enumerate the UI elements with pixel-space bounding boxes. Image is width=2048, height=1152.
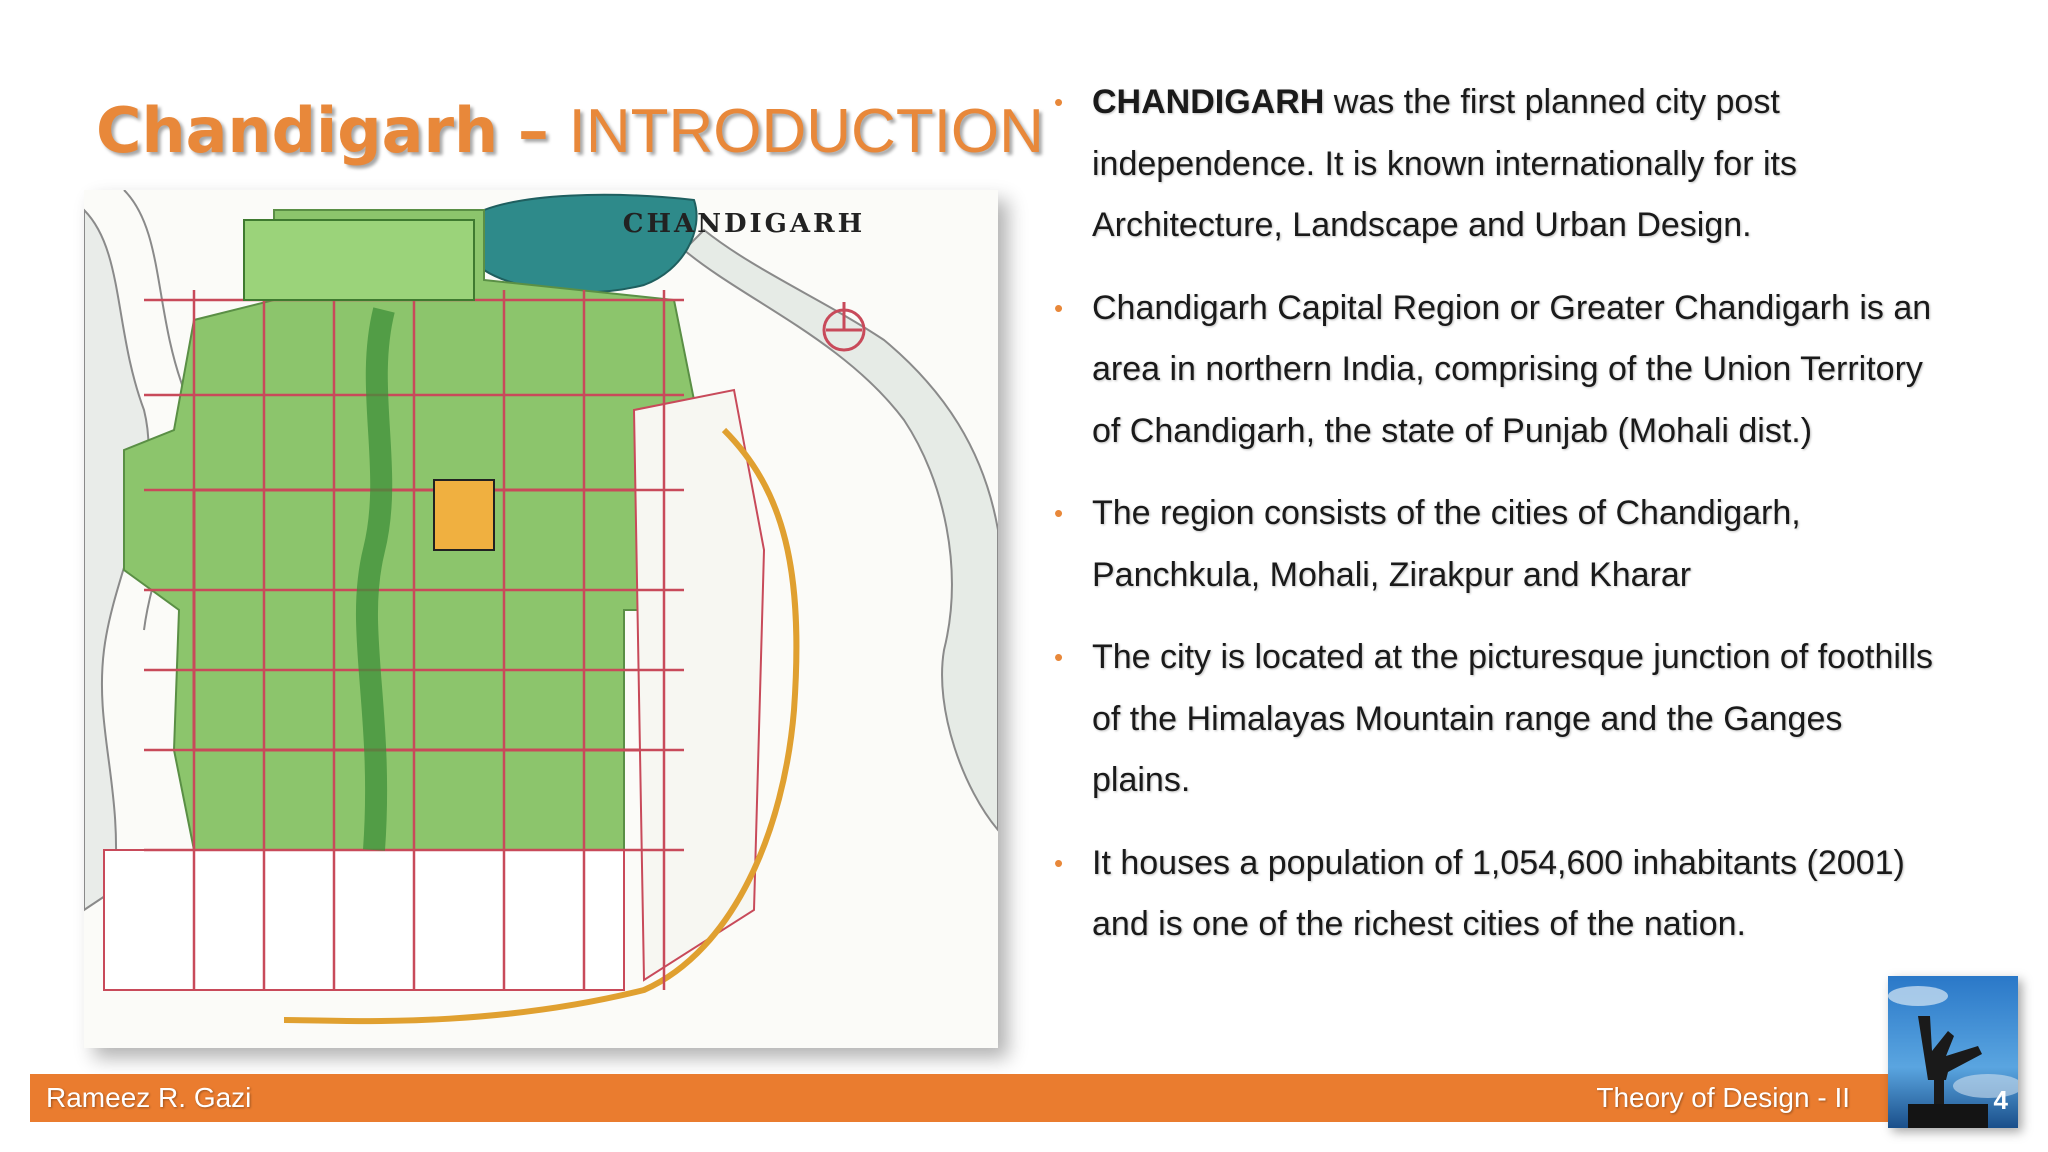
footer-course: Theory of Design - II	[1596, 1082, 1850, 1113]
page-number: 4	[1993, 1085, 2008, 1115]
bullet-item	[1050, 278, 1950, 463]
map-drawing	[84, 190, 998, 1048]
bullet-text: Chandigarh Capital Region or Greater Chandigarh is an area in northern India, comprising of the Union Territory of Chandigarh, the state of Punjab (Mohali dist.)	[1092, 288, 1932, 450]
bullet-item	[1050, 72, 1950, 257]
page-title	[96, 92, 1044, 171]
bullet-list	[1050, 72, 1950, 977]
bullet-text: The city is located at the picturesque junction of foothills of the Himalayas Mountain range and the Ganges plains.	[1092, 638, 1934, 799]
bullet-item	[1050, 627, 1950, 812]
bullet-text: was the first planned city post independence. It is known internationally for its Architecture, Landscape and Urban Design.	[1092, 83, 1797, 244]
bullet-dot-icon: •	[1054, 292, 1064, 323]
bullet-item	[1050, 483, 1950, 606]
chandigarh-master-plan-map	[84, 190, 998, 1048]
bullet-dot-icon: •	[1054, 847, 1064, 878]
bullet-item	[1050, 833, 1950, 956]
bullet-bold: CHANDIGARH	[1092, 83, 1325, 121]
title-city: Chandigarh	[96, 94, 499, 167]
bullet-text: It houses a population of 1,054,600 inhabitants (2001) and is one of the richest cities of the nation.	[1092, 843, 1905, 943]
map-label: CHANDIGARH	[622, 209, 866, 239]
title-separator: –	[517, 94, 549, 167]
footer-bar	[30, 1074, 1890, 1122]
bullet-text: The region consists of the cities of Chandigarh, Panchkula, Mohali, Zirakpur and Kharar	[1092, 494, 1801, 594]
footer-author: Rameez R. Gazi	[46, 1082, 252, 1113]
page-badge	[1888, 976, 2018, 1128]
bullet-dot-icon: •	[1054, 87, 1064, 117]
bullet-dot-icon: •	[1054, 642, 1064, 672]
bullet-dot-icon: •	[1054, 498, 1064, 528]
title-subtitle: INTRODUCTION	[568, 97, 1044, 166]
